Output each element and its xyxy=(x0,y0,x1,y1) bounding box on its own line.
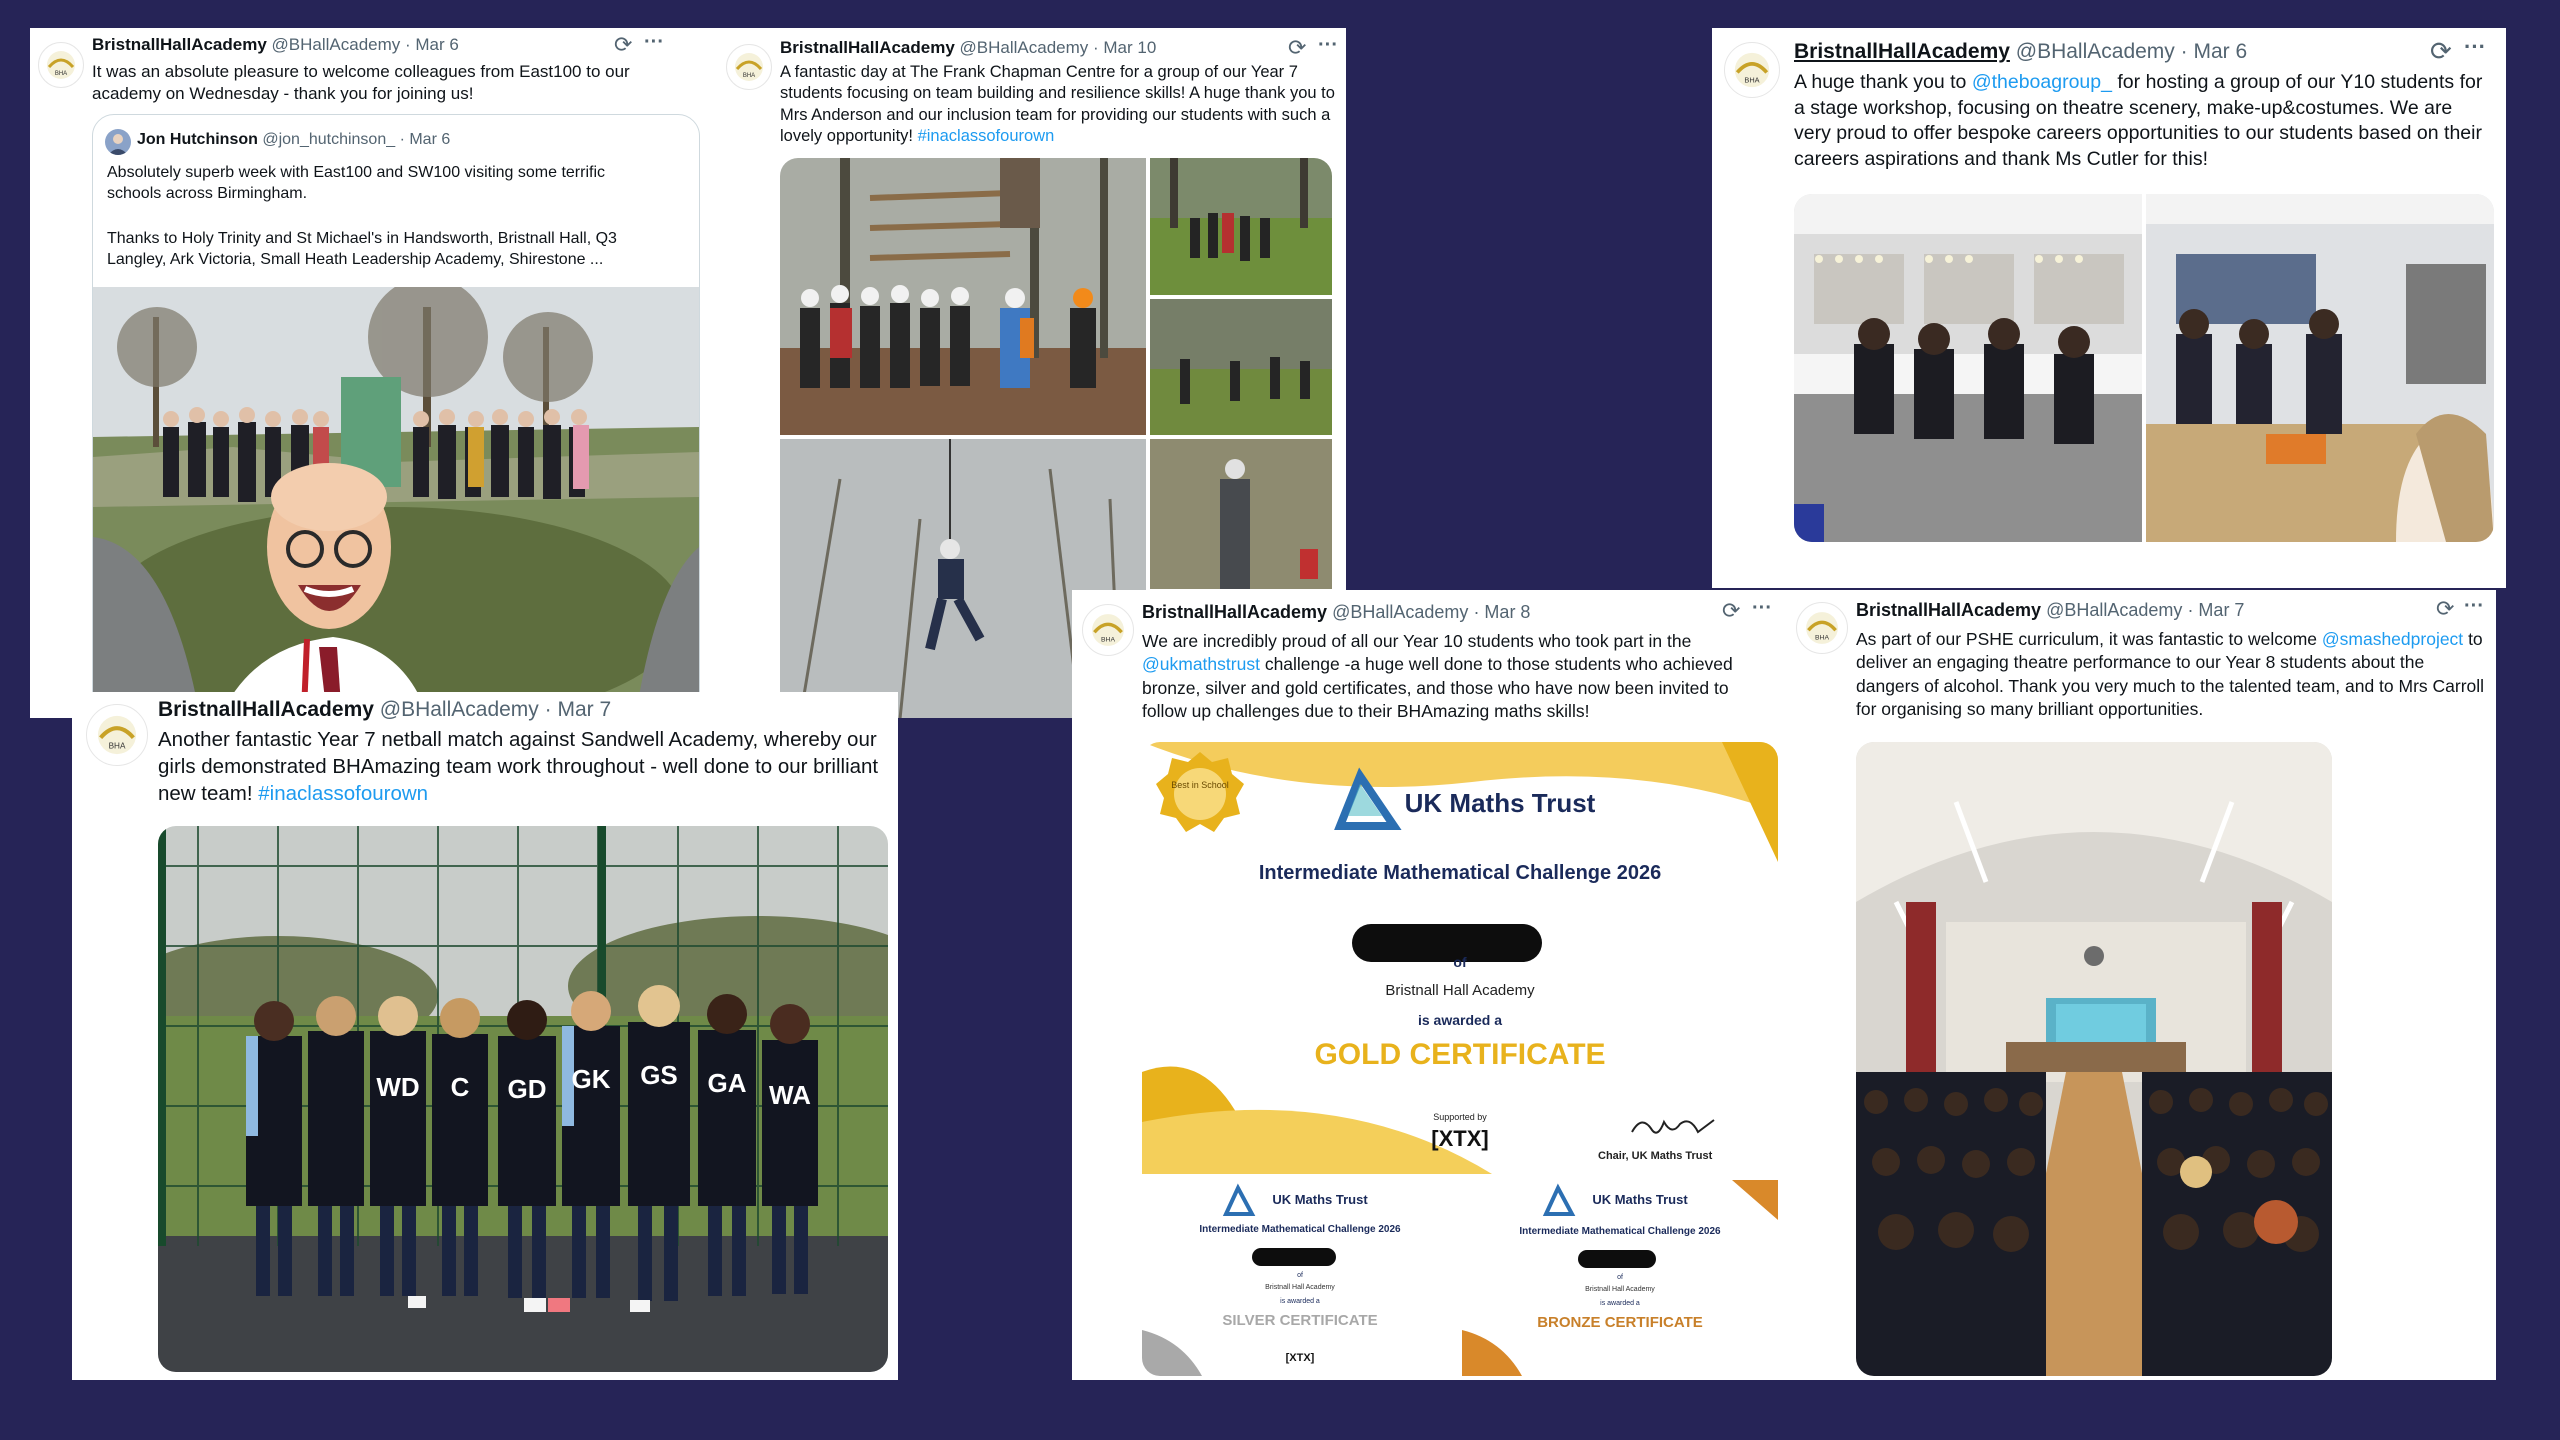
bib-c: C xyxy=(450,1072,470,1102)
bronze-cert-awarded: is awarded a xyxy=(1600,1300,1640,1307)
tweet-text: It was an absolute pleasure to welcome colleagues from East100 to our academy on Wednesday - thank you for joining us! xyxy=(92,62,630,104)
author-name[interactable]: BristnallHallAcademy xyxy=(158,698,374,721)
bronze-cert-of: of xyxy=(1617,1274,1623,1281)
more-options-icon[interactable]: ··· xyxy=(2464,34,2486,59)
quoted-tweet[interactable] xyxy=(92,114,700,718)
repost-icon[interactable]: ⟳ xyxy=(614,32,633,57)
tweet-date[interactable]: · Mar 6 xyxy=(2180,40,2248,63)
author-handle[interactable]: @BHallAcademy xyxy=(1332,602,1469,622)
quoted-text-line2: Thanks to Holy Trinity and St Michael's in Handsworth, Bristnall Hall, Q3 Langley, Ark Victoria, Small Heath Leadership Academy, Shirestone ... xyxy=(107,230,617,268)
tweet-header xyxy=(1856,600,2244,621)
more-options-icon[interactable]: ··· xyxy=(644,31,664,53)
svg-text:BHA: BHA xyxy=(742,73,756,79)
author-handle[interactable]: @BHallAcademy xyxy=(271,35,401,54)
photo-makeup-studio[interactable] xyxy=(1794,194,2142,542)
mention-link[interactable]: @theboagroup_ xyxy=(1971,71,2112,93)
cert-chair-label: Chair, UK Maths Trust xyxy=(1598,1150,1713,1162)
tweet-header xyxy=(1794,40,2247,64)
school-logo-avatar[interactable] xyxy=(726,44,772,90)
group-photo-east100[interactable] xyxy=(93,287,699,718)
silver-cert-school: Bristnall Hall Academy xyxy=(1265,1284,1335,1291)
tweet-date[interactable]: · Mar 7 xyxy=(544,698,612,721)
author-name[interactable]: BristnallHallAcademy xyxy=(1794,40,2010,63)
tweet-card-netball[interactable] xyxy=(72,692,898,1380)
mention-link[interactable]: @smashedproject xyxy=(2321,629,2464,649)
tweet-header xyxy=(158,698,611,722)
cert-title: Intermediate Mathematical Challenge 2026 xyxy=(1258,862,1662,884)
cert-badge-label: Best in School xyxy=(1171,780,1229,790)
tweet-header xyxy=(780,38,1156,58)
tweet-text: A huge thank you to @theboagroup_ for hosting a group of our Y10 students for a stage workshop, focusing on theatre scenery, make-up&costumes. We are very proud to offer bespoke careers opportunities to our students based on their careers aspirations and thank Ms Cutler for this! xyxy=(1794,71,2483,171)
svg-text:BHA: BHA xyxy=(1815,634,1829,642)
tweet-date[interactable]: · Mar 7 xyxy=(2187,600,2245,620)
author-handle[interactable]: @BHallAcademy xyxy=(2015,40,2175,63)
tweet-date[interactable]: · Mar 10 xyxy=(1093,38,1157,57)
bib-wa: WA xyxy=(769,1080,811,1110)
quoted-author-handle[interactable]: @jon_hutchinson_ xyxy=(262,131,396,148)
tweet-card-east100[interactable] xyxy=(30,28,720,718)
repost-icon[interactable]: ⟳ xyxy=(2430,36,2452,66)
author-handle[interactable]: @BHallAcademy xyxy=(379,698,539,721)
school-logo-avatar[interactable] xyxy=(1724,42,1780,98)
tweet-card-maths[interactable] xyxy=(1072,590,1792,1380)
photo-field-group[interactable] xyxy=(1150,158,1332,295)
cert-supported-by: Supported by xyxy=(1433,1112,1487,1122)
svg-text:BHA: BHA xyxy=(108,741,126,751)
bib-ga: GA xyxy=(707,1068,747,1098)
repost-icon[interactable]: ⟳ xyxy=(2436,596,2455,621)
bronze-cert-school: Bristnall Hall Academy xyxy=(1585,1286,1655,1293)
silver-cert-org: UK Maths Trust xyxy=(1272,1192,1368,1207)
school-logo-avatar[interactable] xyxy=(1082,604,1134,656)
svg-text:BHA: BHA xyxy=(54,71,68,77)
tweet-text: We are incredibly proud of all our Year 10 students who took part in the @ukmathstrust challenge -a huge well done to those students who achieved bronze, silver and gold certificates, and those who have now been invited to follow up challenges due to their BHAmazing maths skills! xyxy=(1142,631,1733,721)
author-name[interactable]: BristnallHallAcademy xyxy=(1142,602,1328,622)
tweet-text: Another fantastic Year 7 netball match against Sandwell Academy, whereby our girls demonstrated BHAmazing team work throughout - well done to our brilliant new team! #inaclassofourown xyxy=(158,728,879,806)
tweet-header xyxy=(1142,602,1530,623)
school-logo-avatar[interactable] xyxy=(38,42,84,88)
repost-icon[interactable]: ⟳ xyxy=(1722,598,1741,623)
photo-climbing-tower[interactable] xyxy=(1150,439,1332,589)
signature-image xyxy=(1628,1112,1718,1142)
school-logo-avatar[interactable] xyxy=(1796,602,1848,654)
author-name[interactable]: BristnallHallAcademy xyxy=(780,38,955,57)
author-name[interactable]: BristnallHallAcademy xyxy=(1856,600,2042,620)
photo-high-ropes-group[interactable] xyxy=(780,158,1146,435)
bronze-cert-title: Intermediate Mathematical Challenge 2026 xyxy=(1519,1226,1721,1237)
silver-cert-title: Intermediate Mathematical Challenge 2026 xyxy=(1199,1224,1401,1235)
tweet-card-pshe[interactable] xyxy=(1792,590,2496,1380)
quoted-author-avatar[interactable] xyxy=(105,129,131,155)
author-handle[interactable]: @BHallAcademy xyxy=(959,38,1089,57)
bronze-certificate-image[interactable] xyxy=(1462,1180,1778,1376)
silver-cert-awarded: is awarded a xyxy=(1280,1298,1320,1305)
tweet-date[interactable]: · Mar 6 xyxy=(405,35,459,54)
bib-gk: GK xyxy=(571,1064,611,1094)
hashtag-link[interactable]: #inaclassofourown xyxy=(917,127,1055,146)
more-options-icon[interactable]: ··· xyxy=(1318,34,1338,56)
silver-cert-sponsor: [XTX] xyxy=(1285,1352,1315,1364)
photo-costume-workshop[interactable] xyxy=(2146,194,2494,542)
hashtag-link[interactable]: #inaclassofourown xyxy=(258,782,429,806)
svg-text:BHA: BHA xyxy=(1744,75,1760,85)
silver-cert-of: of xyxy=(1297,1272,1303,1279)
more-options-icon[interactable]: ··· xyxy=(1752,597,1772,619)
cert-sponsor-logo: [XTX] xyxy=(1431,1126,1489,1151)
photo-field-group-2[interactable] xyxy=(1150,299,1332,435)
tweet-date[interactable]: · Mar 8 xyxy=(1473,602,1531,622)
svg-text:BHA: BHA xyxy=(1101,636,1115,644)
tweet-text: A fantastic day at The Frank Chapman Centre for a group of our Year 7 students focusing on team building and resilience skills! A huge thank you to Mrs Anderson and our inclusion team for providing our students with such a lovely opportunity! #inaclassofourown xyxy=(780,63,1335,146)
cert-awarded: is awarded a xyxy=(1417,1012,1503,1028)
bib-wd: WD xyxy=(376,1072,420,1102)
bronze-cert-level: BRONZE CERTIFICATE xyxy=(1537,1314,1703,1331)
gold-certificate-image[interactable] xyxy=(1142,742,1778,1174)
school-logo-avatar[interactable] xyxy=(86,704,148,766)
cert-level: GOLD CERTIFICATE xyxy=(1314,1038,1606,1071)
tweet-card-boa[interactable] xyxy=(1712,28,2506,588)
cert-org-name: UK Maths Trust xyxy=(1404,788,1596,818)
photo-theatre-performance[interactable] xyxy=(1856,742,2332,1376)
quoted-text-line1: Absolutely superb week with East100 and SW100 visiting some terrific schools across Birmingham. xyxy=(107,164,606,202)
quoted-header xyxy=(137,131,450,149)
author-name[interactable]: BristnallHallAcademy xyxy=(92,35,267,54)
bib-gs: GS xyxy=(640,1060,678,1090)
tweet-text: As part of our PSHE curriculum, it was fantastic to welcome @smashedproject to deliver an engaging theatre performance to our Year 8 students about the dangers of alcohol. Thank you very much to the talented team, and to Mrs Carroll for organising so many brilliant opportunities. xyxy=(1856,629,2485,719)
more-options-icon[interactable]: ··· xyxy=(2464,595,2484,617)
mention-link[interactable]: @ukmathstrust xyxy=(1142,654,1260,675)
author-handle[interactable]: @BHallAcademy xyxy=(2046,600,2183,620)
silver-certificate-image[interactable] xyxy=(1142,1180,1458,1376)
bronze-cert-org: UK Maths Trust xyxy=(1592,1192,1688,1207)
repost-icon[interactable]: ⟳ xyxy=(1288,35,1307,60)
silver-cert-level: SILVER CERTIFICATE xyxy=(1222,1312,1378,1329)
photo-netball-team[interactable] xyxy=(158,826,888,1372)
bib-gd: GD xyxy=(507,1074,547,1104)
cert-school: Bristnall Hall Academy xyxy=(1385,982,1535,999)
quoted-tweet-date[interactable]: · Mar 6 xyxy=(399,131,451,148)
tweet-header xyxy=(92,35,459,55)
cert-of: of xyxy=(1453,954,1467,970)
quoted-author-name[interactable]: Jon Hutchinson xyxy=(137,131,258,148)
